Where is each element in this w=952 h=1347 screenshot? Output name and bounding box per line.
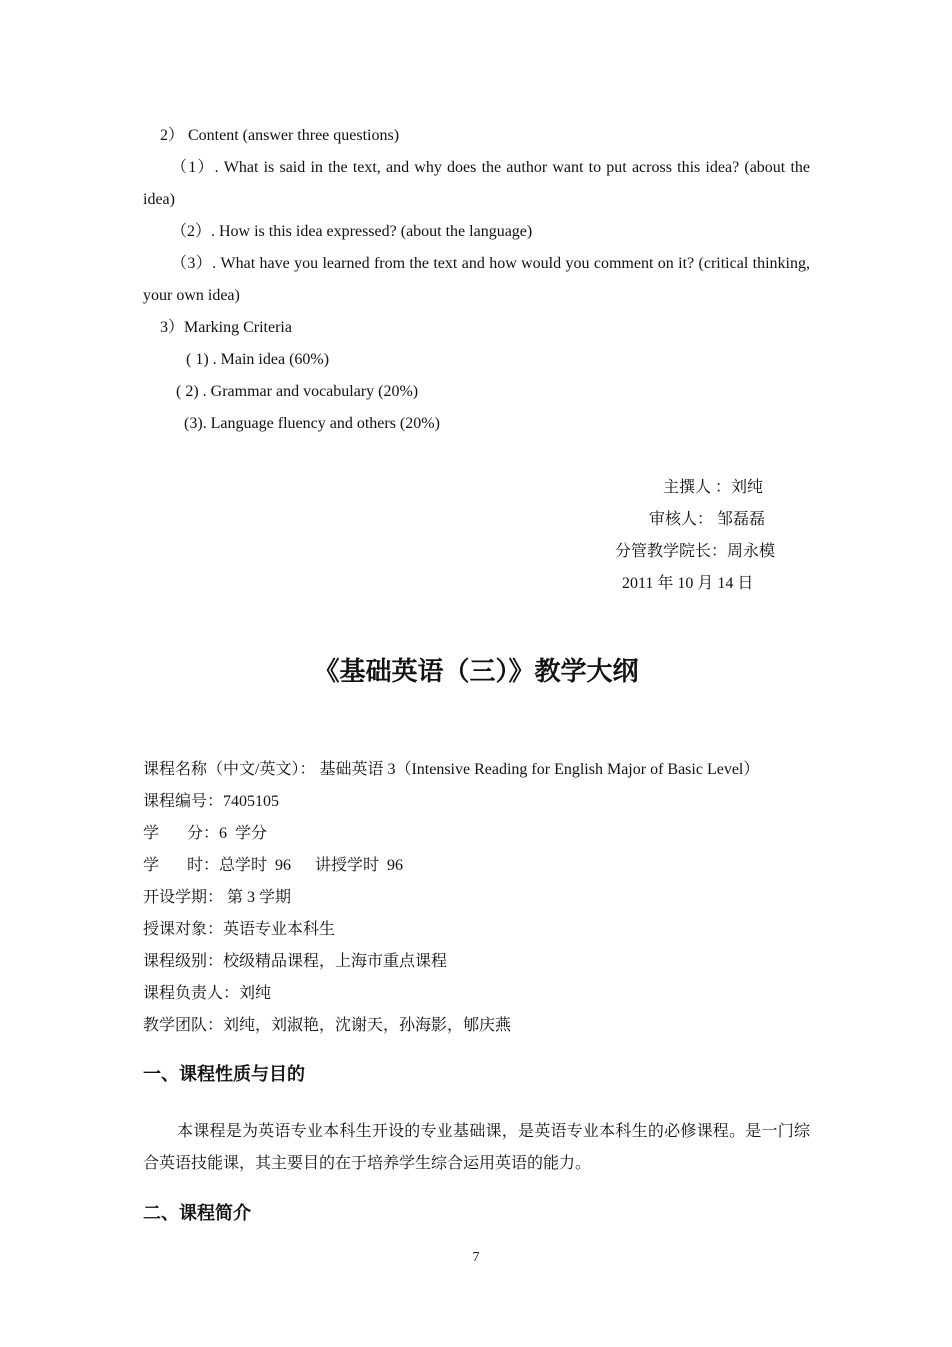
course-info-leader: 课程负责人：刘纯 bbox=[143, 985, 272, 1002]
course-info-code: 课程编号：7405105 bbox=[143, 793, 280, 810]
criterion-1: ( 1) . Main idea (60%) bbox=[186, 351, 330, 368]
course-info-level: 课程级别：校级精品课程，上海市重点课程 bbox=[143, 953, 448, 970]
question-1: （1）. What is said in the text, and why does the author want to put across this idea? (about the idea) bbox=[143, 159, 810, 208]
course-info-semester: 开设学期： 第 3 学期 bbox=[143, 889, 292, 906]
section-2-heading: 二、课程简介 bbox=[143, 1203, 251, 1224]
course-info-hours: 学 时：总学时 96 讲授学时 96 bbox=[143, 857, 404, 874]
marking-heading: 3）Marking Criteria bbox=[160, 319, 292, 336]
page-number: 7 bbox=[472, 1250, 480, 1265]
criterion-3: (3). Language fluency and others (20%) bbox=[184, 415, 440, 432]
signature-reviewer: 审核人： 邹磊磊 bbox=[649, 511, 766, 528]
signature-date: 2011 年 10 月 14 日 bbox=[622, 575, 754, 592]
section-1-body: 本课程是为英语专业本科生开设的专业基础课，是英语专业本科生的必修课程。是一门综合英语技能课，其主要目的在于培养学生综合运用英语的能力。 bbox=[143, 1123, 810, 1172]
content-heading: 2） Content (answer three questions) bbox=[160, 127, 400, 144]
course-info-name: 课程名称（中文/英文）： 基础英语 3（Intensive Reading for English Major of Basic Level） bbox=[143, 761, 760, 778]
question-3: （3）. What have you learned from the text and how would you comment on it? (critical thinking, your own idea) bbox=[143, 255, 810, 304]
course-info-team: 教学团队：刘纯，刘淑艳，沈谢天，孙海影，郇庆燕 bbox=[143, 1017, 512, 1034]
signature-dean: 分管教学院长：周永模 bbox=[615, 543, 776, 560]
course-info-credits: 学 分：6 学分 bbox=[143, 825, 268, 842]
question-2: （2）. How is this idea expressed? (about the language) bbox=[171, 223, 533, 240]
section-1-heading: 一、课程性质与目的 bbox=[143, 1064, 305, 1085]
document-title: 《基础英语（三）》教学大纲 bbox=[313, 657, 639, 687]
signature-author: 主撰人 ：刘纯 bbox=[663, 479, 764, 496]
course-info-audience: 授课对象：英语专业本科生 bbox=[143, 921, 336, 938]
criterion-2: ( 2) . Grammar and vocabulary (20%) bbox=[176, 383, 419, 400]
